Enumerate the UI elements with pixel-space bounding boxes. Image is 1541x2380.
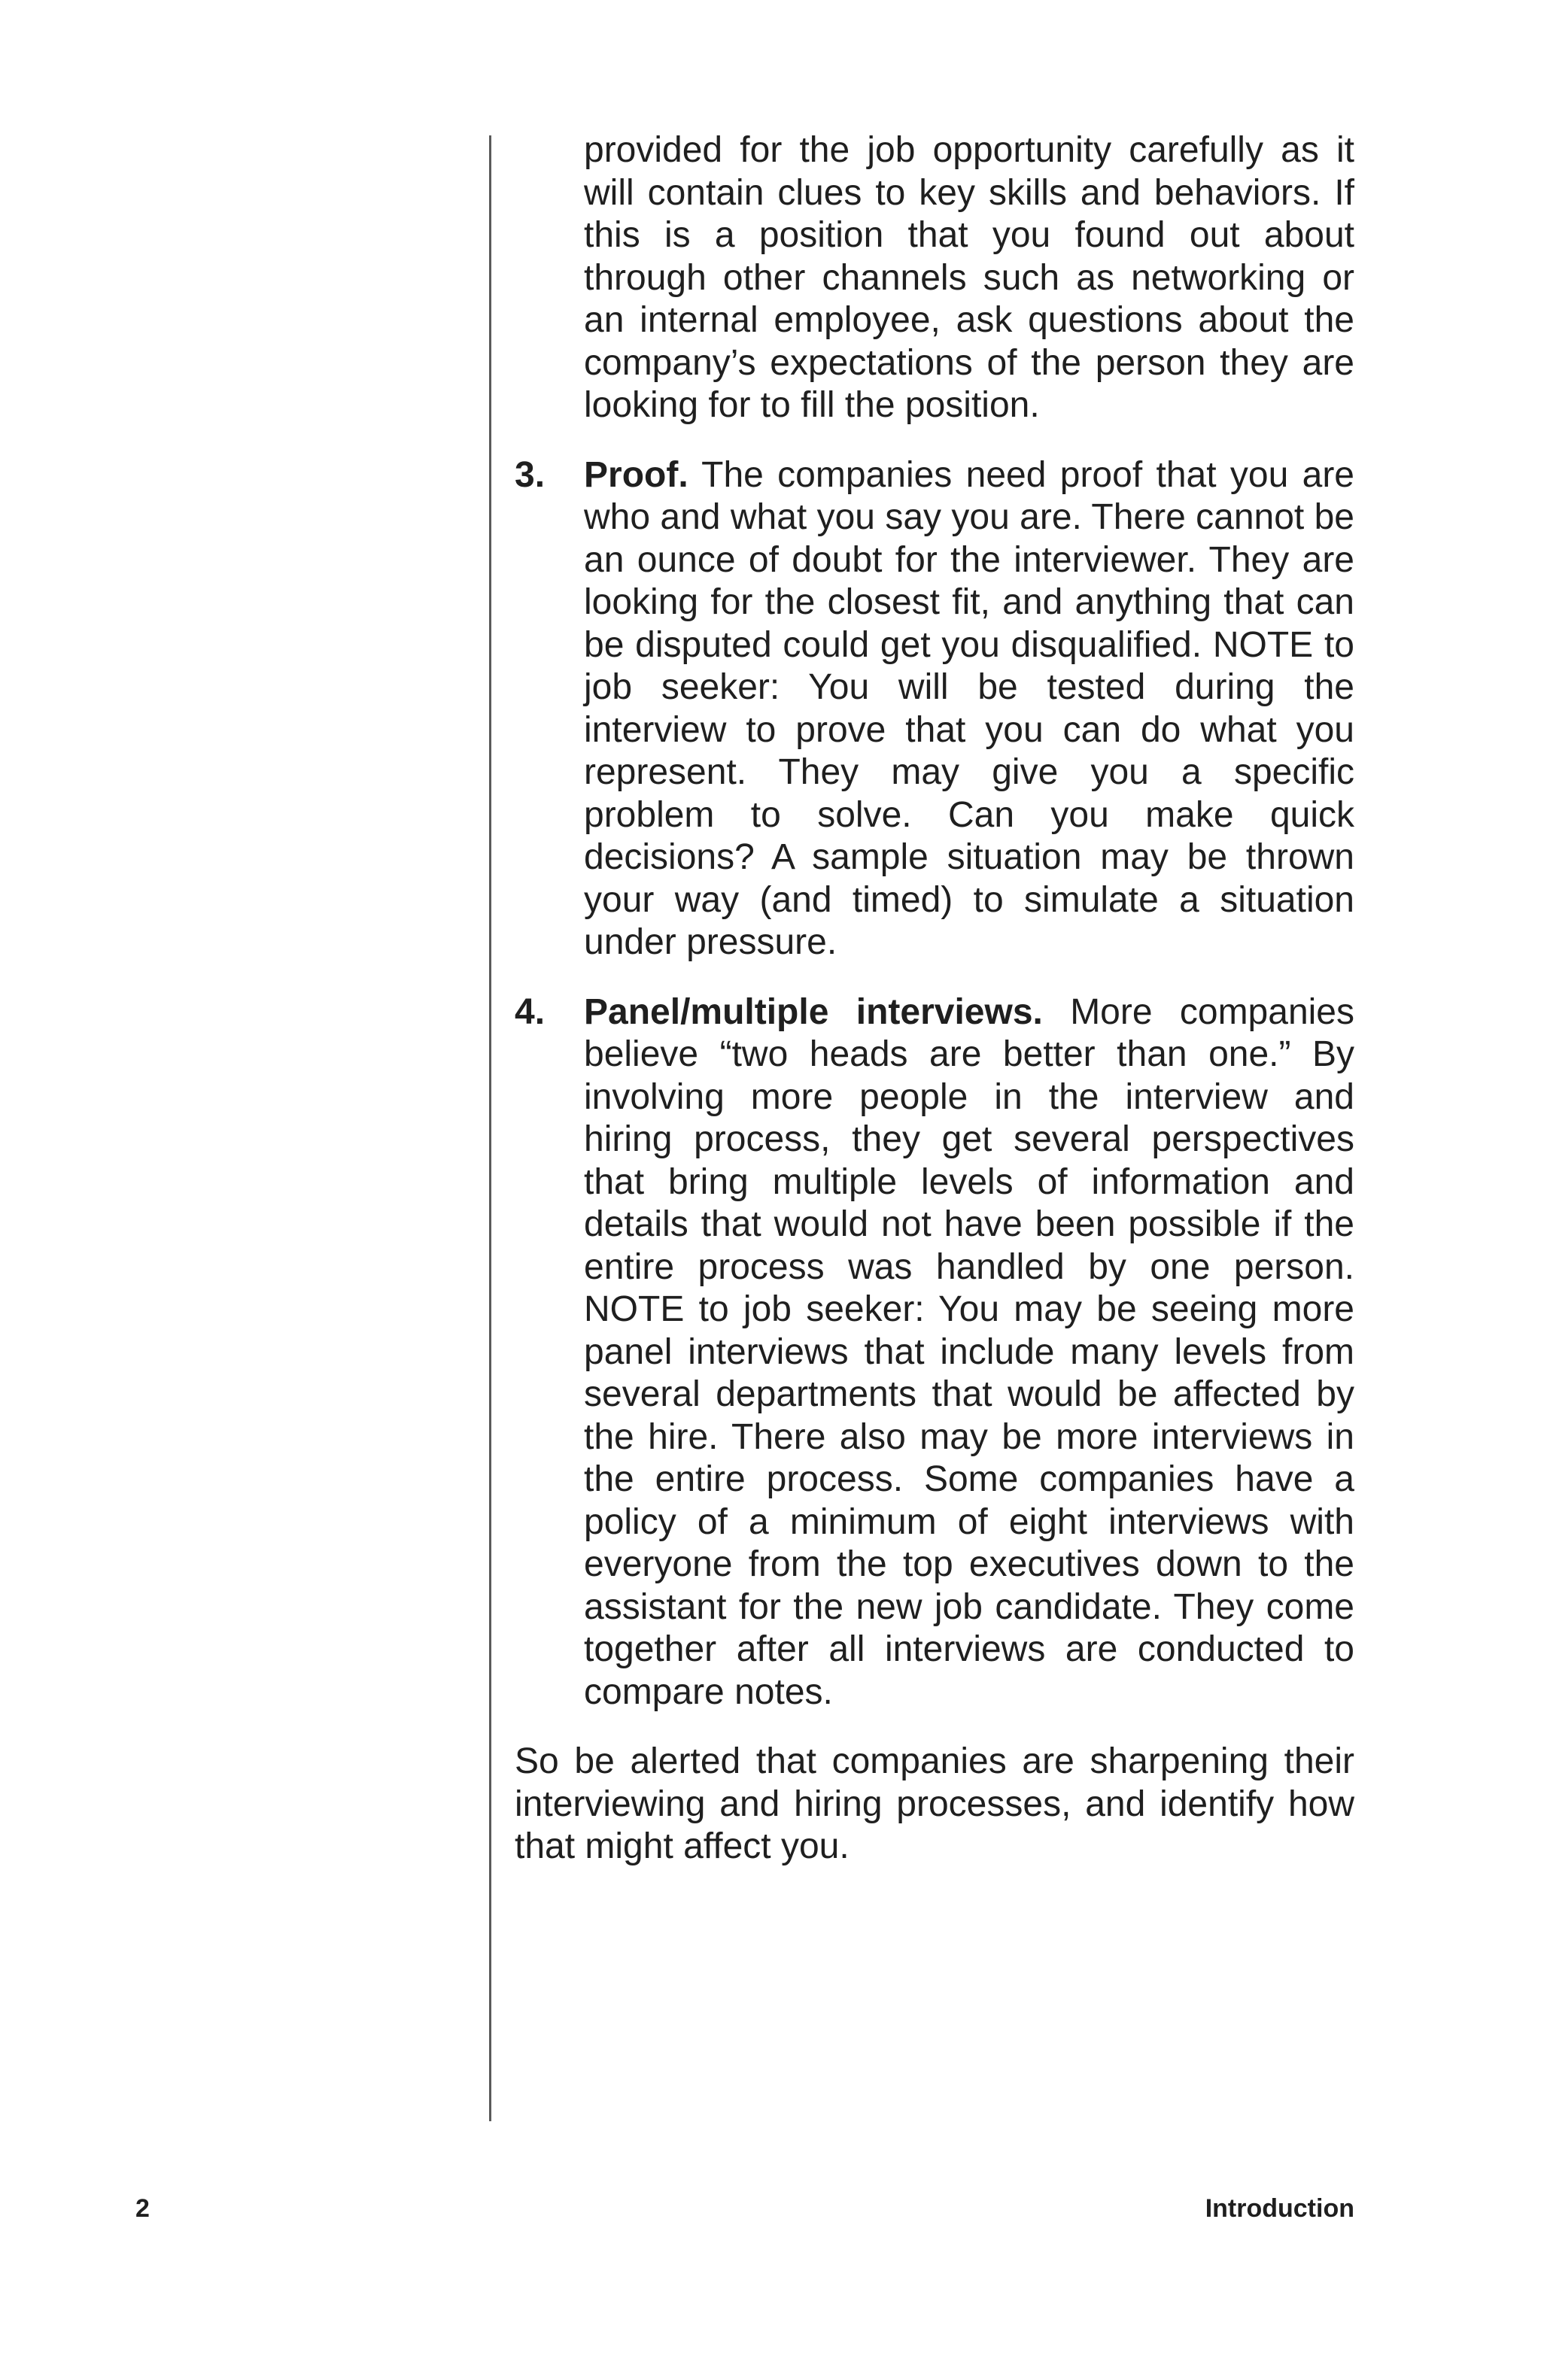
list-item-body [584, 454, 1354, 964]
running-footer-section: Introduction [1205, 2194, 1354, 2223]
list-item-proof [515, 454, 1354, 964]
list-item-number: 4. [515, 991, 546, 1032]
list-item-lead: Proof. [584, 454, 688, 495]
list-item-body [584, 991, 1354, 1714]
list-item-panel-interviews [515, 991, 1354, 1714]
closing-paragraph: So be alerted that companies are sharpening their interviewing and hiring processes, and identify how that might affect you. [515, 1741, 1354, 1866]
list-item-lead: Panel/multiple interviews. [584, 991, 1043, 1032]
list-item-text: The companies need proof that you are who and what you say you are. There cannot be an ounce of doubt for the interviewer. They are looking for the closest fit, and anything that can be disputed could get you disqualified. NOTE to job seeker: You will be tested during the interview to prove that you can do what you represent. They may give you a specific problem to solve. Can you make quick decisions? A sample situation may be thrown your way (and timed) to simulate a situation under pressure. [584, 454, 1354, 962]
continuation-paragraph: provided for the job opportunity carefully as it will contain clues to key skills and behaviors. If this is a position that you found out about through other channels such as networking or an internal employee, ask questions about the company’s expectations of the person they are looking for to fill the position. [584, 130, 1354, 425]
margin-rule [489, 135, 491, 2121]
body-text [515, 129, 1354, 1868]
page-number: 2 [135, 2194, 150, 2223]
list-item-number: 3. [515, 454, 546, 495]
list-item-text: More companies believe “two heads are better than one.” By involving more people in the interview and hiring process, they get several perspectives that bring multiple levels of information and details that would not have been possible if the entire process was handled by one person. NOTE to job seeker: You may be seeing more panel interviews that include many levels from several departments that would be affected by the hire. There also may be more interviews in the entire process. Some companies have a policy of a minimum of eight interviews with everyone from the top executives down to the assistant for the new job candidate. They come together after all interviews are conducted to compare notes. [584, 991, 1355, 1712]
